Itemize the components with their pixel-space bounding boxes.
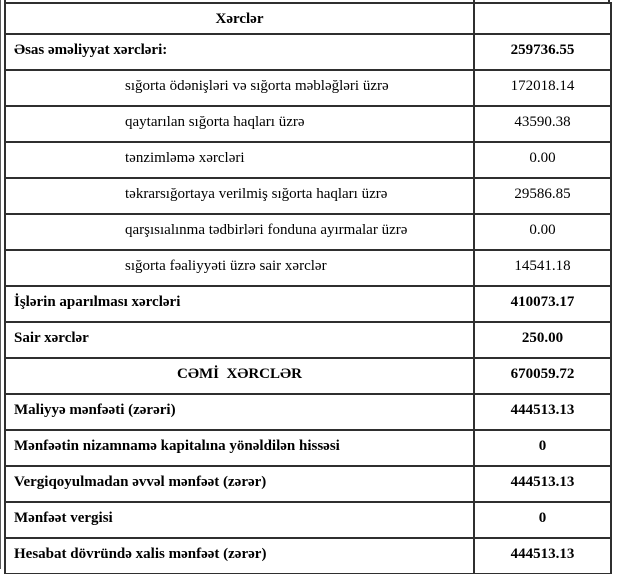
row-value: 444513.13	[474, 466, 611, 502]
row-value: 444513.13	[474, 538, 611, 574]
row-value: 444513.13	[474, 394, 611, 430]
row-value: 172018.14	[474, 70, 611, 106]
row-label: qarşısıalınma tədbirləri fonduna ayırmalar üzrə	[5, 214, 474, 250]
row-label: Sair xərclər	[5, 322, 474, 358]
table-row	[5, 250, 611, 286]
row-label: Mənfəət vergisi	[5, 502, 474, 538]
table-row	[5, 322, 611, 358]
row-value: 259736.55	[474, 34, 611, 70]
row-value: 29586.85	[474, 178, 611, 214]
table-row	[5, 430, 611, 466]
row-label: Əsas əməliyyat xərcləri:	[5, 34, 474, 70]
row-value: 0	[474, 430, 611, 466]
row-label: Vergiqoyulmadan əvvəl mənfəət (zərər)	[5, 466, 474, 502]
expenses-table	[4, 2, 612, 574]
row-value: 0.00	[474, 142, 611, 178]
row-label: təkrarsığortaya verilmiş sığorta haqları üzrə	[5, 178, 474, 214]
row-label: sığorta ödənişləri və sığorta məbləğləri üzrə	[5, 70, 474, 106]
row-label: tənzimləmə xərcləri	[5, 142, 474, 178]
table-row	[5, 106, 611, 142]
row-label: qaytarılan sığorta haqları üzrə	[5, 106, 474, 142]
row-label: Mənfəətin nizamnamə kapitalına yönəldilən hissəsi	[5, 430, 474, 466]
table-row	[5, 142, 611, 178]
row-value: 43590.38	[474, 106, 611, 142]
table-row	[5, 178, 611, 214]
table-row	[5, 70, 611, 106]
expenses-table-body	[5, 3, 611, 574]
row-label: sığorta fəaliyyəti üzrə sair xərclər	[5, 250, 474, 286]
row-value: 14541.18	[474, 250, 611, 286]
row-value: 0.00	[474, 214, 611, 250]
table-header-row	[5, 3, 611, 34]
row-label: Hesabat dövründə xalis mənfəət (zərər)	[5, 538, 474, 574]
table-row	[5, 502, 611, 538]
row-value: 670059.72	[474, 358, 611, 394]
row-value: 0	[474, 502, 611, 538]
row-label: Maliyyə mənfəəti (zərəri)	[5, 394, 474, 430]
table-row	[5, 538, 611, 574]
table-row	[5, 34, 611, 70]
table-row	[5, 358, 611, 394]
table-row	[5, 394, 611, 430]
row-label: Xərclər	[5, 3, 474, 34]
row-value: 250.00	[474, 322, 611, 358]
table-row	[5, 214, 611, 250]
row-value	[474, 3, 611, 34]
row-label: CƏMİ XƏRCLƏR	[5, 358, 474, 394]
row-value: 410073.17	[474, 286, 611, 322]
table-row	[5, 466, 611, 502]
row-label: İşlərin aparılması xərcləri	[5, 286, 474, 322]
outer-table-left-border	[0, 0, 1, 569]
table-row	[5, 286, 611, 322]
